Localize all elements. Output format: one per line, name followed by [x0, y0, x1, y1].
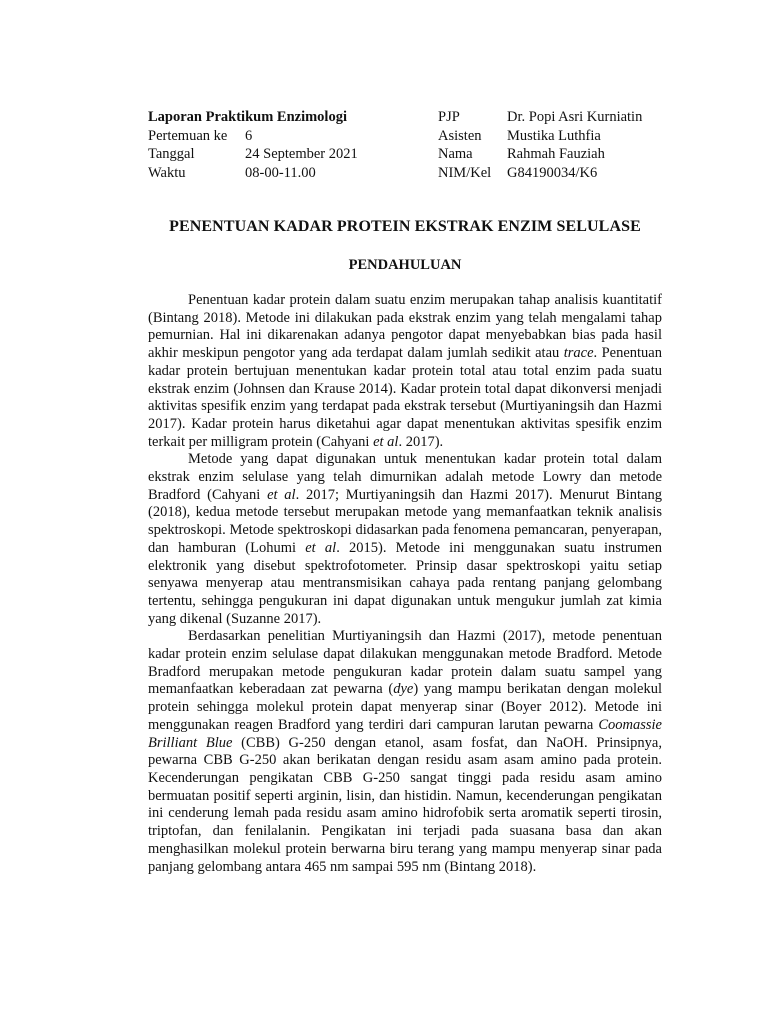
italic-term: et al — [305, 539, 337, 556]
header-row — [148, 164, 668, 183]
paragraph-1 — [148, 292, 662, 451]
name-label: Nama — [438, 146, 473, 162]
date-value: 24 September 2021 — [245, 146, 358, 162]
text-run: ) yang mampu berikatan dengan molekul protein sehingga molekul protein dapat menyerap sinar (Boyer 2012). Metode ini menggunakan reagen Bradford yang terdiri dari campuran larutan pewarna — [148, 681, 663, 733]
student-id-value: G84190034/K6 — [507, 164, 598, 181]
assistant-label: Asisten — [438, 127, 482, 144]
header-row — [148, 145, 668, 164]
text-run: . Penentuan kadar protein bertujuan menentukan kadar protein total atau total enzim pada suatu ekstrak enzim (Johnsen dan Krause 2014). Kadar protein total dapat dikonversi menjadi aktivitas spesifik enzim yang terdapat pada ekstrak tersebut (Murtiyaningsih dan Hazmi 2017). Kadar protein harus diketahui agar dapat menentukan aktivitas spesifik enzim terkait per milligram protein (Cahyani — [148, 345, 662, 450]
date-label: Tanggal — [148, 146, 195, 162]
text-run: (CBB) G-250 dengan etanol, asam fosfat, dan NaOH. Prinsipnya, pewarna CBB G-250 akan berikatan dengan residu asam asam amino pada protein. Kecenderungan pengikatan CBB G-250 sangat tinggi pada residu asam amino bermuatan positif seperti arginin, lisin, dan histidin. Namun, kecenderungan pengikatan ini cenderung lemah pada residu asam amino hidrofobik serta aromatik seperti tirosin, triptofan, dan fenilalanin. Pengikatan ini terjadi pada suasana basa dan akan menghasilkan molekul protein berwarna biru terang yang mampu menyerap sinar pada panjang gelombang antara 465 nm sampai 595 nm (Bintang 2018). — [148, 734, 662, 875]
report-title: Laporan Praktikum Enzimologi — [148, 109, 347, 125]
time-value: 08-00-11.00 — [245, 164, 316, 181]
text-run: Penentuan kadar protein dalam suatu enzim merupakan tahap analisis kuantitatif (Bintang 2018). Metode ini dilakukan pada ekstrak enzim yang telah mengalami tahap pemurnian. Hal ini dikarenakan adanya pengotor dapat menyebabkan bias pada hasil akhir meskipun pengotor yang ada terdapat dalam jumlah sedikit atau — [148, 292, 662, 362]
header-row — [148, 127, 668, 146]
meeting-label: Pertemuan ke — [148, 127, 228, 144]
italic-term: dye — [393, 681, 414, 698]
text-run: . 2017; Murtiyaningsih dan Hazmi 2017). Menurut Bintang (2018), kedua metode tersebut merupakan metode yang memanfaatkan teknik analisis spektroskopi. Metode spektroskopi didasarkan pada fenomena pemancaran, penyerapan, dan hamburan (Lohumi — [148, 486, 662, 556]
document-title: PENENTUAN KADAR PROTEIN EKSTRAK ENZIM SELULASE — [169, 218, 641, 235]
pjp-value: Dr. Popi Asri Kurniatin — [507, 109, 643, 125]
italic-term: et al — [267, 486, 296, 503]
name-value: Rahmah Fauziah — [507, 146, 605, 162]
student-id-label: NIM/Kel — [438, 164, 492, 181]
body-text — [148, 292, 662, 876]
text-run: . 2015). Metode ini menggunakan suatu instrumen elektronik yang disebut spektrofotometer. Prinsip dasar spektroskopi yaitu setiap senyawa menyerap atau mentransmisikan cahaya pada rentang panjang gelombang tertentu, sehingga pengukuran ini dapat digunakan untuk mengukur jumlah zat kimia yang dikenal (Suzanne 2017). — [148, 539, 662, 627]
pjp-label: PJP — [438, 109, 460, 125]
meeting-value: 6 — [245, 127, 253, 144]
text-run: Berdasarkan penelitian Murtiyaningsih dan Hazmi (2017), metode penentuan kadar protein enzim selulase dapat dilakukan menggunakan metode Bradford. Metode Bradford merupakan metode pengukuran kadar protein dalam suatu sampel yang memanfaatkan keberadaan zat pewarna ( — [148, 628, 662, 698]
report-header — [148, 108, 668, 182]
assistant-value: Mustika Luthfia — [507, 127, 601, 144]
italic-term: Coomassie Brilliant Blue — [148, 716, 662, 751]
italic-term: trace — [563, 345, 594, 362]
section-heading: PENDAHULUAN — [348, 257, 462, 273]
text-run: Metode yang dapat digunakan untuk menentukan kadar protein total dalam ekstrak enzim selulase yang telah dimurnikan adalah metode Lowry dan metode Bradford (Cahyani — [148, 451, 662, 503]
time-label: Waktu — [148, 164, 186, 181]
header-row — [148, 108, 668, 127]
paragraph-3 — [148, 628, 662, 876]
text-run: . 2017). — [398, 433, 444, 450]
paragraph-2 — [148, 451, 662, 628]
italic-term: et al — [373, 433, 399, 450]
